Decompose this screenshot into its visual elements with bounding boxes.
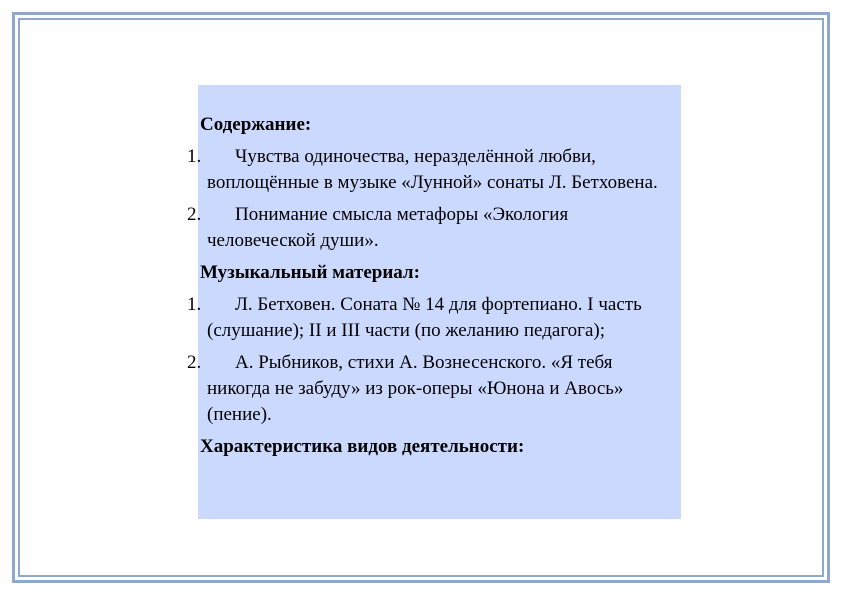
- slide-content: [187, 112, 687, 460]
- list-item-text: Л. Бетховен. Соната № 14 для фортепиано. I часть (слушание); II и III части (по желанию педагога);: [207, 294, 642, 341]
- section-heading-music: Музыкальный материал:: [200, 262, 420, 283]
- list-item-text: Понимание смысла метафоры «Экология человеческой души».: [207, 204, 569, 251]
- list-item: [187, 350, 687, 428]
- list-item: [187, 202, 687, 254]
- list-item: [187, 292, 687, 344]
- list-item-text: Чувства одиночества, неразделённой любви, воплощённые в музыке «Лунной» сонаты Л. Бетховена.: [207, 146, 658, 193]
- section-heading-content: Содержание:: [200, 114, 312, 135]
- list-item-number: 1.: [187, 294, 202, 315]
- list-item: [187, 144, 687, 196]
- list-item-text: А. Рыбников, стихи А. Вознесенского. «Я тебя никогда не забуду» из рок-оперы «Юнона и Авось» (пение).: [207, 352, 624, 425]
- list-item-number: 1.: [187, 146, 202, 167]
- section-heading-activities: Характеристика видов деятельности:: [200, 436, 525, 457]
- list-item-number: 2.: [187, 204, 202, 225]
- list-item-number: 2.: [187, 352, 202, 373]
